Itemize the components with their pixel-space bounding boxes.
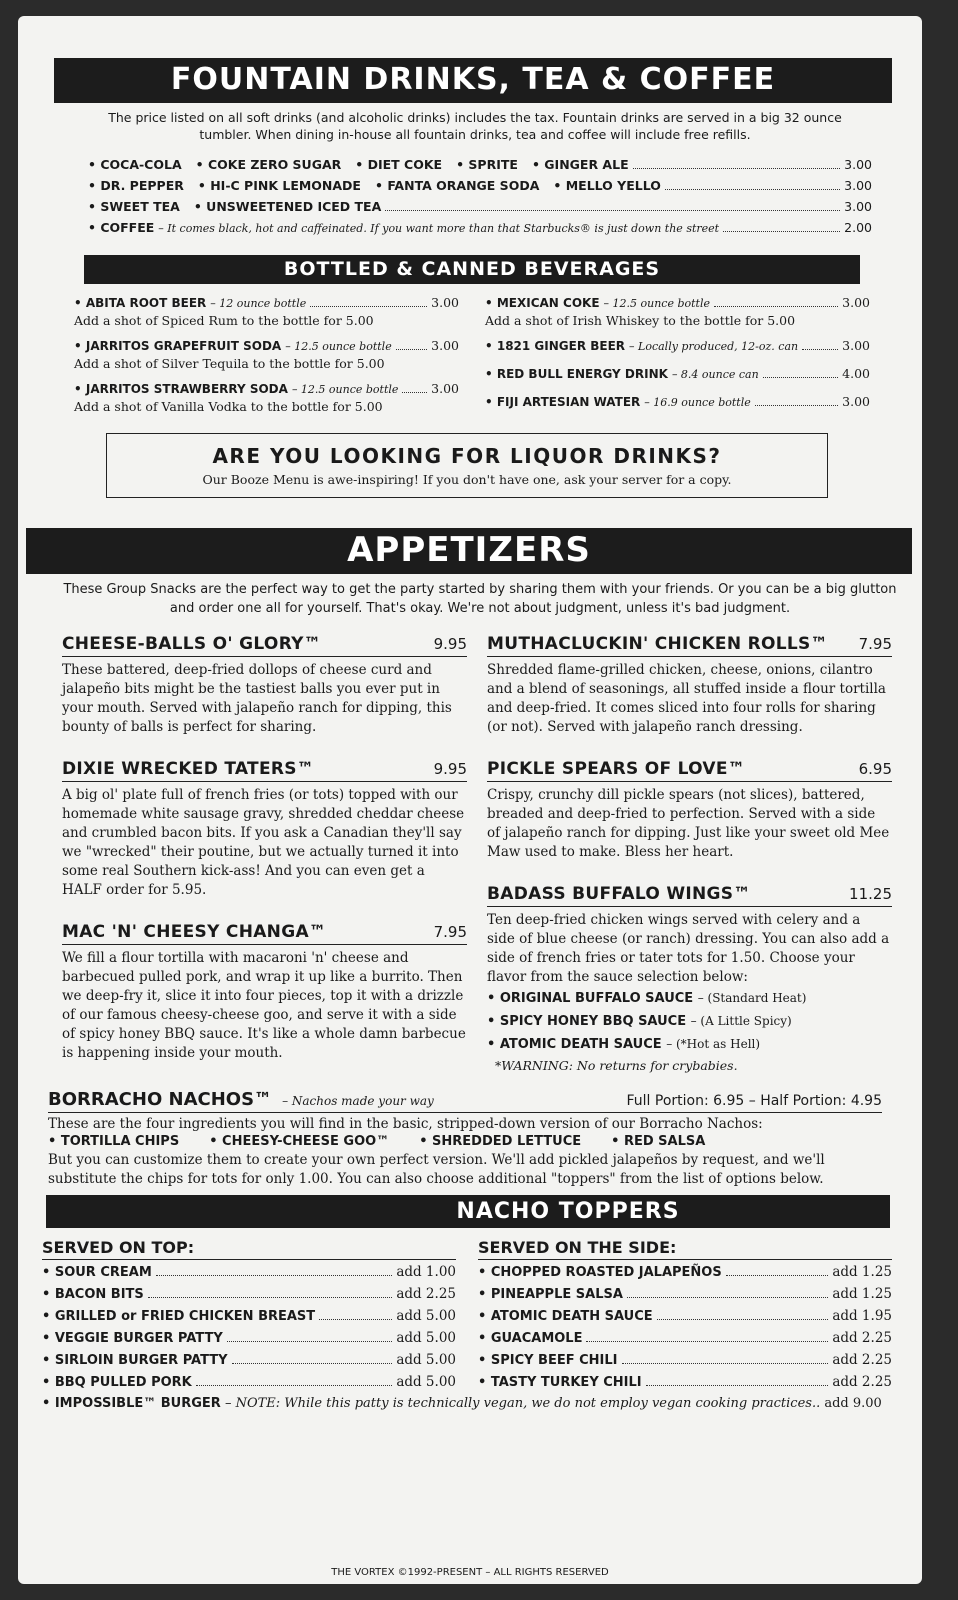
bottle-name: • JARRITOS GRAPEFRUIT SODA bbox=[74, 339, 282, 353]
appetizer-item bbox=[62, 922, 467, 1063]
topper-row: • SPICY BEEF CHILI add 2.25 bbox=[478, 1352, 892, 1368]
bottled-title: BOTTLED & CANNED BEVERAGES bbox=[84, 255, 860, 284]
topper-row: • PINEAPPLE SALSA add 1.25 bbox=[478, 1286, 892, 1302]
ingredient: • SHREDDED LETTUCE bbox=[419, 1134, 582, 1149]
appetizers-intro: These Group Snacks are the perfect way to get the party started by sharing them with your friends. Or you can be a big glutton and order one all for yourself. That's okay. We're not about judgment, unless it's bad judgment. bbox=[63, 582, 897, 616]
bottle-price: 3.00 bbox=[842, 295, 870, 310]
bottle-price: 3.00 bbox=[842, 338, 870, 353]
drink-item: • GINGER ALE bbox=[531, 157, 629, 172]
drink-price: 3.00 bbox=[844, 157, 872, 172]
topper-row: • SOUR CREAM add 1.00 bbox=[42, 1264, 456, 1280]
bottle-name: • 1821 GINGER BEER bbox=[485, 339, 626, 353]
toppers-on-top bbox=[42, 1238, 456, 1396]
appetizer-item bbox=[487, 634, 892, 737]
appetizers-left-column bbox=[62, 634, 467, 1085]
appetizers-right-column bbox=[487, 634, 892, 1085]
nachos-prices: Full Portion: 6.95 – Half Portion: 4.95 bbox=[626, 1093, 882, 1109]
drink-item: • SWEET TEA bbox=[88, 199, 180, 214]
appetizer-price: 11.25 bbox=[849, 885, 892, 903]
nachos-name: BORRACHO NACHOS™ bbox=[48, 1089, 273, 1110]
bottle-price: 3.00 bbox=[431, 338, 459, 353]
appetizer-price: 6.95 bbox=[858, 760, 892, 778]
bottle-name: • MEXICAN COKE bbox=[485, 296, 600, 310]
topper-row: • CHOPPED ROASTED JALAPEÑOS add 1.25 bbox=[478, 1264, 892, 1280]
appetizer-desc: We fill a flour tortilla with macaroni 'n' cheese and barbecued pulled pork, and wrap it up like a burrito. Then we deep-fry it, slice it into four pieces, top it with a drizzle of our famous cheesy-cheese goo, and serve it with a side of spicy honey BBQ sauce. It's like a whole damn barbecue is happening inside your mouth. bbox=[62, 950, 466, 1061]
impossible-price: add 9.00 bbox=[824, 1396, 882, 1411]
menu-page bbox=[18, 16, 922, 1584]
bottle-desc: – 12.5 ounce bottle bbox=[285, 340, 392, 353]
drink-item: • DR. PEPPER bbox=[88, 178, 184, 193]
appetizer-price: 9.95 bbox=[433, 760, 467, 778]
appetizer-item bbox=[62, 759, 467, 900]
appetizers-title: APPETIZERS bbox=[26, 528, 912, 574]
appetizer-name: PICKLE SPEARS OF LOVE™ bbox=[487, 759, 746, 779]
drink-price: 2.00 bbox=[844, 220, 872, 235]
bottle-item bbox=[485, 393, 870, 411]
topper-row: • VEGGIE BURGER PATTY add 5.00 bbox=[42, 1330, 456, 1346]
bottle-desc: – 8.4 ounce can bbox=[671, 368, 759, 381]
appetizer-name: MAC 'N' CHEESY CHANGA™ bbox=[62, 922, 327, 942]
impossible-name: • IMPOSSIBLE™ BURGER bbox=[42, 1396, 221, 1411]
bottle-item bbox=[74, 337, 459, 372]
drink-item: • FANTA ORANGE SODA bbox=[374, 178, 540, 193]
toppers-side-title: SERVED ON THE SIDE: bbox=[478, 1238, 892, 1260]
nachos-desc: But you can customize them to create your own perfect version. We'll add pickled jalapeños by request, and we'll substitute the chips for tots for only 1.00. You can also choose additional "toppers" from the list of options below. bbox=[48, 1152, 825, 1187]
appetizer-desc: Ten deep-fried chicken wings served with celery and a side of blue cheese (or ranch) dressing. You can also add a side of french fries or tater tots for 1.50. Choose your flavor from the sauce selection below: bbox=[487, 912, 890, 985]
footer: THE VORTEX ©1992-PRESENT – ALL RIGHTS RESERVED bbox=[331, 1567, 609, 1578]
drink-row bbox=[88, 157, 872, 178]
topper-row: • SIRLOIN BURGER PATTY add 5.00 bbox=[42, 1352, 456, 1368]
drink-item: • HI-C PINK LEMONADE bbox=[197, 178, 361, 193]
appetizer-name: CHEESE-BALLS O' GLORY™ bbox=[62, 634, 322, 654]
coffee-desc: – It comes black, hot and caffeinated. If you want more than that Starbucks® is just down the street bbox=[158, 222, 720, 235]
bottle-desc: – 12.5 ounce bottle bbox=[603, 297, 711, 310]
drink-item: • SPRITE bbox=[456, 157, 518, 172]
sauce-item: • SPICY HONEY BBQ SAUCE – (A Little Spicy) bbox=[487, 1014, 792, 1029]
bottle-desc: – 12.5 ounce bottle bbox=[291, 383, 399, 396]
bottled-right-column bbox=[485, 294, 870, 423]
bottle-price: 3.00 bbox=[431, 381, 459, 396]
shot-addon: Add a shot of Vanilla Vodka to the bottle for 5.00 bbox=[74, 399, 383, 414]
nachos-desc: These are the four ingredients you will find in the basic, stripped-down version of our Borracho Nachos: bbox=[48, 1116, 763, 1132]
drink-item: • COCA-COLA bbox=[88, 157, 182, 172]
ingredient: • CHEESY-CHEESE GOO™ bbox=[209, 1134, 390, 1149]
drink-price: 3.00 bbox=[844, 178, 872, 193]
nachos-subtitle: – Nachos made your way bbox=[282, 1094, 434, 1108]
toppers-title: NACHO TOPPERS bbox=[46, 1195, 890, 1228]
appetizer-item bbox=[487, 884, 892, 1075]
topper-row: • BBQ PULLED PORK add 5.00 bbox=[42, 1374, 456, 1390]
sauce-item: • ATOMIC DEATH SAUCE – (*Hot as Hell) bbox=[487, 1037, 761, 1052]
drink-item: • COKE ZERO SUGAR bbox=[195, 157, 342, 172]
bottle-desc: – 12 ounce bottle bbox=[210, 297, 307, 310]
warning-note: *WARNING: No returns for crybabies. bbox=[495, 1058, 738, 1073]
nachos-ingredients bbox=[48, 1134, 882, 1149]
shot-addon: Add a shot of Spiced Rum to the bottle for 5.00 bbox=[74, 313, 374, 328]
appetizer-desc: Shredded flame-grilled chicken, cheese, onions, cilantro and a blend of seasonings, all stuffed inside a flour tortilla and deep-fried. It comes sliced into four rolls for sharing (or not). Served with jalapeño ranch dressing. bbox=[487, 662, 886, 735]
bottle-desc: – 16.9 ounce bottle bbox=[644, 396, 751, 409]
ingredient: • RED SALSA bbox=[611, 1134, 706, 1149]
topper-row: • GRILLED or FRIED CHICKEN BREAST add 5.00 bbox=[42, 1308, 456, 1324]
ingredient: • TORTILLA CHIPS bbox=[48, 1134, 180, 1149]
drink-item: • UNSWEETENED ICED TEA bbox=[193, 199, 382, 214]
bottle-item bbox=[74, 294, 459, 329]
appetizer-desc: These battered, deep-fried dollops of cheese curd and jalapeño bits might be the tastiest balls you ever put in your mouth. Served with jalapeño ranch for dipping, this bounty of balls is perfect for sharing. bbox=[62, 662, 452, 735]
topper-row: • BACON BITS add 2.25 bbox=[42, 1286, 456, 1302]
appetizer-desc: A big ol' plate full of french fries (or tots) topped with our homemade white sausage gravy, shredded cheddar cheese and crumbled bacon bits. If you ask a Canadian they'll say we "wrecked" their poutine, but we actually turned it into some real Southern kick-ass! And you can even get a HALF order for 5.95. bbox=[62, 787, 465, 898]
bottle-name: • ABITA ROOT BEER bbox=[74, 296, 207, 310]
drink-row bbox=[88, 178, 872, 199]
appetizer-desc: Crispy, crunchy dill pickle spears (not slices), battered, breaded and deep-fried to perfection. Served with a side of jalapeño ranch for dipping. Just like your sweet old Mee Maw used to make. Bless her heart. bbox=[487, 787, 890, 860]
nachos-section bbox=[48, 1089, 882, 1189]
appetizer-price: 9.95 bbox=[433, 635, 467, 653]
fountain-list bbox=[88, 157, 872, 241]
coffee-row bbox=[88, 220, 872, 241]
liquor-callout bbox=[106, 433, 828, 498]
bottle-name: • RED BULL ENERGY DRINK bbox=[485, 367, 668, 381]
bottle-price: 3.00 bbox=[431, 295, 459, 310]
bottle-item bbox=[485, 337, 870, 355]
appetizers-list bbox=[62, 634, 892, 1085]
shot-addon: Add a shot of Irish Whiskey to the bottle for 5.00 bbox=[485, 313, 796, 328]
topper-row: • GUACAMOLE add 2.25 bbox=[478, 1330, 892, 1346]
drink-item: • COFFEE bbox=[88, 220, 155, 235]
bottle-desc: – Locally produced, 12-oz. can bbox=[629, 340, 799, 353]
bottled-list bbox=[74, 294, 870, 423]
bottled-left-column bbox=[74, 294, 459, 423]
bottle-item bbox=[485, 365, 870, 383]
appetizer-name: MUTHACLUCKIN' CHICKEN ROLLS™ bbox=[487, 634, 828, 654]
toppers-on-top-title: SERVED ON TOP: bbox=[42, 1238, 456, 1260]
fountain-title: FOUNTAIN DRINKS, TEA & COFFEE bbox=[54, 58, 892, 103]
appetizer-name: DIXIE WRECKED TATERS™ bbox=[62, 759, 315, 779]
bottle-price: 4.00 bbox=[842, 366, 870, 381]
drink-price: 3.00 bbox=[844, 199, 872, 214]
liquor-text: Our Booze Menu is awe-inspiring! If you don't have one, ask your server for a copy. bbox=[202, 472, 732, 487]
bottle-name: • JARRITOS STRAWBERRY SODA bbox=[74, 382, 288, 396]
drink-item: • DIET COKE bbox=[355, 157, 443, 172]
bottle-price: 3.00 bbox=[842, 394, 870, 409]
fountain-intro: The price listed on all soft drinks (and alcoholic drinks) includes the tax. Fountain drinks are served in a big 32 ounce tumbler. When dining in-house all fountain drinks, tea and coffee will include free refills. bbox=[108, 110, 842, 142]
sauce-item: • ORIGINAL BUFFALO SAUCE – (Standard Heat) bbox=[487, 991, 807, 1006]
appetizer-price: 7.95 bbox=[858, 635, 892, 653]
impossible-burger-row bbox=[42, 1396, 888, 1411]
impossible-note: – NOTE: While this patty is technically vegan, we do not employ vegan cooking practices.. bbox=[224, 1396, 821, 1411]
appetizer-price: 7.95 bbox=[433, 923, 467, 941]
shot-addon: Add a shot of Silver Tequila to the bottle for 5.00 bbox=[74, 356, 385, 371]
appetizer-name: BADASS BUFFALO WINGS™ bbox=[487, 884, 751, 904]
topper-row: • TASTY TURKEY CHILI add 2.25 bbox=[478, 1374, 892, 1390]
bottle-name: • FIJI ARTESIAN WATER bbox=[485, 395, 641, 409]
bottle-item bbox=[74, 380, 459, 415]
toppers-side bbox=[478, 1238, 892, 1396]
liquor-title: ARE YOU LOOKING FOR LIQUOR DRINKS? bbox=[212, 444, 722, 468]
bottle-item bbox=[485, 294, 870, 329]
drink-item: • MELLO YELLO bbox=[553, 178, 661, 193]
toppers-list bbox=[42, 1238, 892, 1396]
drink-row bbox=[88, 199, 872, 220]
appetizer-item bbox=[487, 759, 892, 862]
appetizer-item bbox=[62, 634, 467, 737]
topper-row: • ATOMIC DEATH SAUCE add 1.95 bbox=[478, 1308, 892, 1324]
